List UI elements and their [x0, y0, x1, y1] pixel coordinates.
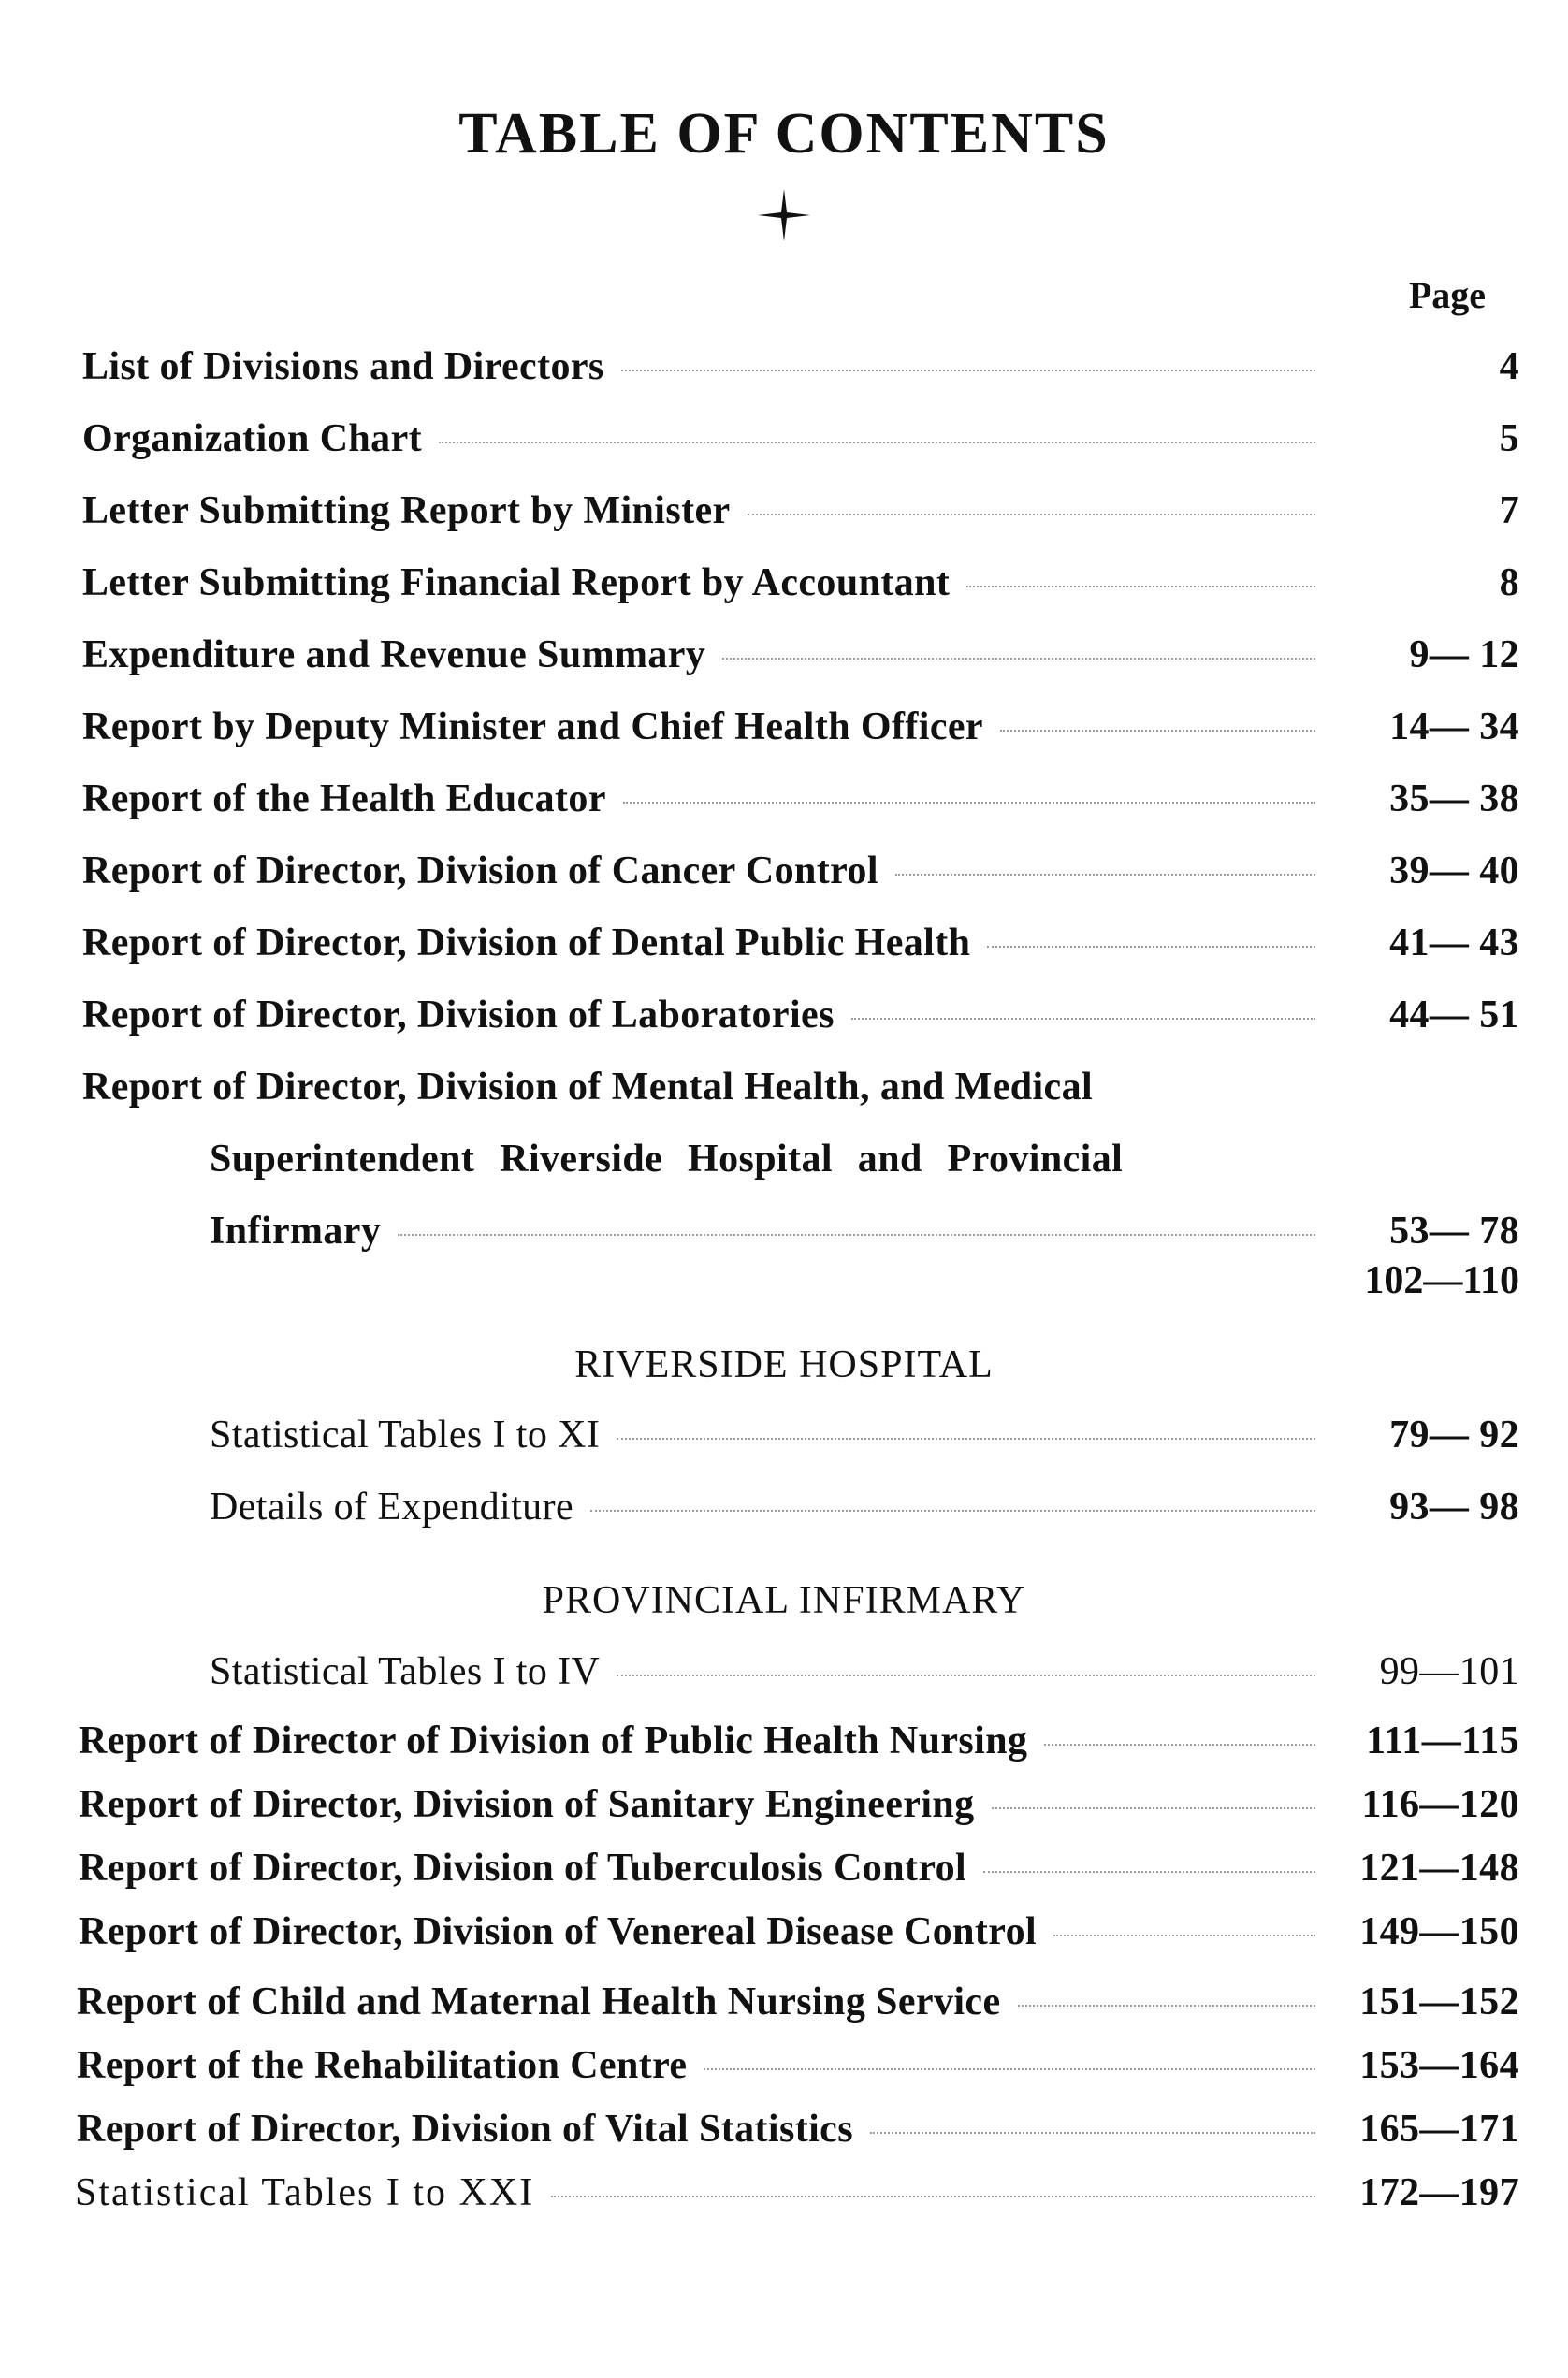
toc-entry-page: 121—148 — [1359, 1847, 1519, 1890]
toc-entry-title: Report of Child and Maternal Health Nursing Service — [77, 1980, 1001, 2023]
toc-entry-page: 44— 51 — [1389, 993, 1519, 1037]
toc-entry-page: 111—115 — [1366, 1719, 1519, 1762]
toc-entry-title: Letter Submitting Financial Report by Accountant — [82, 561, 951, 604]
toc-entry[interactable] — [82, 416, 1519, 461]
dot-leader — [851, 1018, 1315, 1020]
toc-entry-page: 9— 12 — [1409, 633, 1519, 676]
toc-entry[interactable] — [82, 776, 1519, 821]
dot-leader — [704, 2068, 1315, 2070]
dot-leader — [870, 2132, 1315, 2134]
page-title: TABLE OF CONTENTS — [458, 102, 1110, 166]
toc-entry-title: Statistical Tables I to XI — [210, 1414, 601, 1457]
toc-entry-title: Letter Submitting Report by Minister — [82, 489, 731, 532]
toc-entry-title: Report by Deputy Minister and Chief Health Officer — [82, 705, 983, 748]
dot-leader — [439, 442, 1315, 443]
toc-entry[interactable] — [77, 2107, 1519, 2152]
toc-entry-page: 151—152 — [1359, 1980, 1519, 2023]
toc-entry[interactable] — [79, 1846, 1519, 1891]
toc-entry[interactable] — [75, 2170, 1519, 2215]
toc-entry-page: 165—171 — [1359, 2108, 1519, 2151]
dot-leader — [1053, 1935, 1315, 1936]
page-column-header: Page — [1408, 274, 1486, 316]
toc-entry[interactable] — [79, 1909, 1519, 1954]
toc-entry-page: 79— 92 — [1389, 1414, 1519, 1457]
toc-entry-title: Organization Chart — [82, 417, 423, 460]
toc-entry-page: 35— 38 — [1389, 777, 1519, 820]
toc-entry[interactable] — [210, 1485, 1519, 1530]
section-heading-riverside: RIVERSIDE HOSPITAL — [574, 1343, 994, 1386]
toc-entry-title: Report of the Rehabilitation Centre — [77, 2044, 688, 2087]
toc-entry-page: 116—120 — [1361, 1783, 1519, 1826]
toc-entry[interactable] — [77, 1979, 1519, 2024]
dot-leader — [623, 802, 1315, 804]
toc-entry-page: 41— 43 — [1389, 921, 1519, 964]
toc-entry-page: 153—164 — [1359, 2044, 1519, 2087]
toc-entry[interactable] — [77, 2043, 1519, 2088]
toc-entry-page: 14— 34 — [1389, 705, 1519, 748]
dot-leader — [895, 874, 1315, 876]
toc-entry-title: Report of Director, Division of Tuberculosis Control — [79, 1847, 967, 1890]
toc-entry-title: Report of Director, Division of Vital Statistics — [77, 2108, 853, 2151]
toc-entry-title: Report of Director, Division of Cancer Control — [82, 849, 878, 892]
toc-entry[interactable] — [210, 1413, 1519, 1457]
dot-leader — [987, 946, 1315, 948]
dot-leader — [590, 1510, 1315, 1512]
dot-leader — [1018, 2005, 1315, 2007]
toc-entry[interactable] — [82, 344, 1519, 389]
dot-leader — [983, 1871, 1315, 1873]
toc-entry-page: 53— 78 — [1389, 1210, 1519, 1253]
toc-entry-page: 39— 40 — [1389, 849, 1519, 892]
toc-entry-title: Report of the Health Educator — [82, 777, 606, 820]
dot-leader — [722, 658, 1315, 660]
toc-entry-title: Infirmary — [210, 1210, 382, 1253]
dot-leader — [621, 370, 1315, 371]
toc-entry-page: 172—197 — [1359, 2171, 1519, 2214]
toc-entry-page: 5 — [1499, 417, 1519, 460]
toc-entry-page: 8 — [1499, 561, 1519, 604]
dot-leader — [1044, 1744, 1315, 1746]
toc-entry-title: Expenditure and Revenue Summary — [82, 633, 706, 676]
dot-leader — [966, 586, 1315, 587]
toc-entry[interactable] — [82, 848, 1519, 893]
toc-entry[interactable] — [210, 1649, 1519, 1694]
toc-entry-page-extra: 102—110 — [1364, 1259, 1519, 1302]
section-heading-infirmary: PROVINCIAL INFIRMARY — [542, 1579, 1026, 1622]
dot-leader — [748, 514, 1315, 515]
toc-entry-title: Statistical Tables I to XXI — [75, 2171, 535, 2214]
dot-leader — [617, 1438, 1315, 1440]
dot-leader — [617, 1675, 1315, 1676]
toc-entry-title: Report of Director of Division of Public Health Nursing — [79, 1719, 1028, 1762]
toc-entry[interactable] — [79, 1718, 1519, 1763]
toc-entry-mental-health-line3[interactable] — [210, 1209, 1519, 1254]
toc-entry-page: 4 — [1499, 345, 1519, 388]
toc-entry-page: 7 — [1499, 489, 1519, 532]
toc-entry[interactable] — [82, 704, 1519, 749]
toc-entry-title: Statistical Tables I to IV — [210, 1650, 601, 1693]
dot-leader — [992, 1807, 1315, 1809]
toc-entry[interactable] — [82, 488, 1519, 533]
toc-entry-mental-health-line1[interactable] — [82, 1065, 1093, 1109]
toc-entry-title: Report of Director, Division of Mental Health, and Medical — [82, 1066, 1094, 1109]
toc-entry-page: 99—101 — [1379, 1650, 1519, 1693]
toc-entry-page: 93— 98 — [1389, 1486, 1519, 1529]
toc-entry[interactable] — [82, 560, 1519, 605]
toc-entry[interactable] — [79, 1782, 1519, 1827]
dot-leader — [1000, 730, 1315, 732]
toc-entry-title: Superintendent Riverside Hospital and Provincial — [210, 1138, 1124, 1181]
toc-entry-mental-health-line2[interactable] — [210, 1137, 1123, 1182]
toc-entry[interactable] — [82, 921, 1519, 965]
toc-entry-title: Report of Director, Division of Dental Public Health — [82, 921, 971, 964]
toc-entry-title: Details of Expenditure — [210, 1486, 574, 1529]
dot-leader — [398, 1234, 1315, 1236]
toc-entry-title: List of Divisions and Directors — [82, 345, 604, 388]
toc-entry-title: Report of Director, Division of Venereal Disease Control — [79, 1910, 1038, 1953]
toc-entry-title: Report of Director, Division of Laboratories — [82, 993, 835, 1037]
toc-entry[interactable] — [82, 632, 1519, 677]
toc-entry[interactable] — [82, 993, 1519, 1037]
toc-entry-page: 149—150 — [1359, 1910, 1519, 1953]
star-ornament-icon — [756, 187, 812, 243]
toc-entry-title: Report of Director, Division of Sanitary Engineering — [79, 1783, 975, 1826]
dot-leader — [551, 2196, 1315, 2197]
